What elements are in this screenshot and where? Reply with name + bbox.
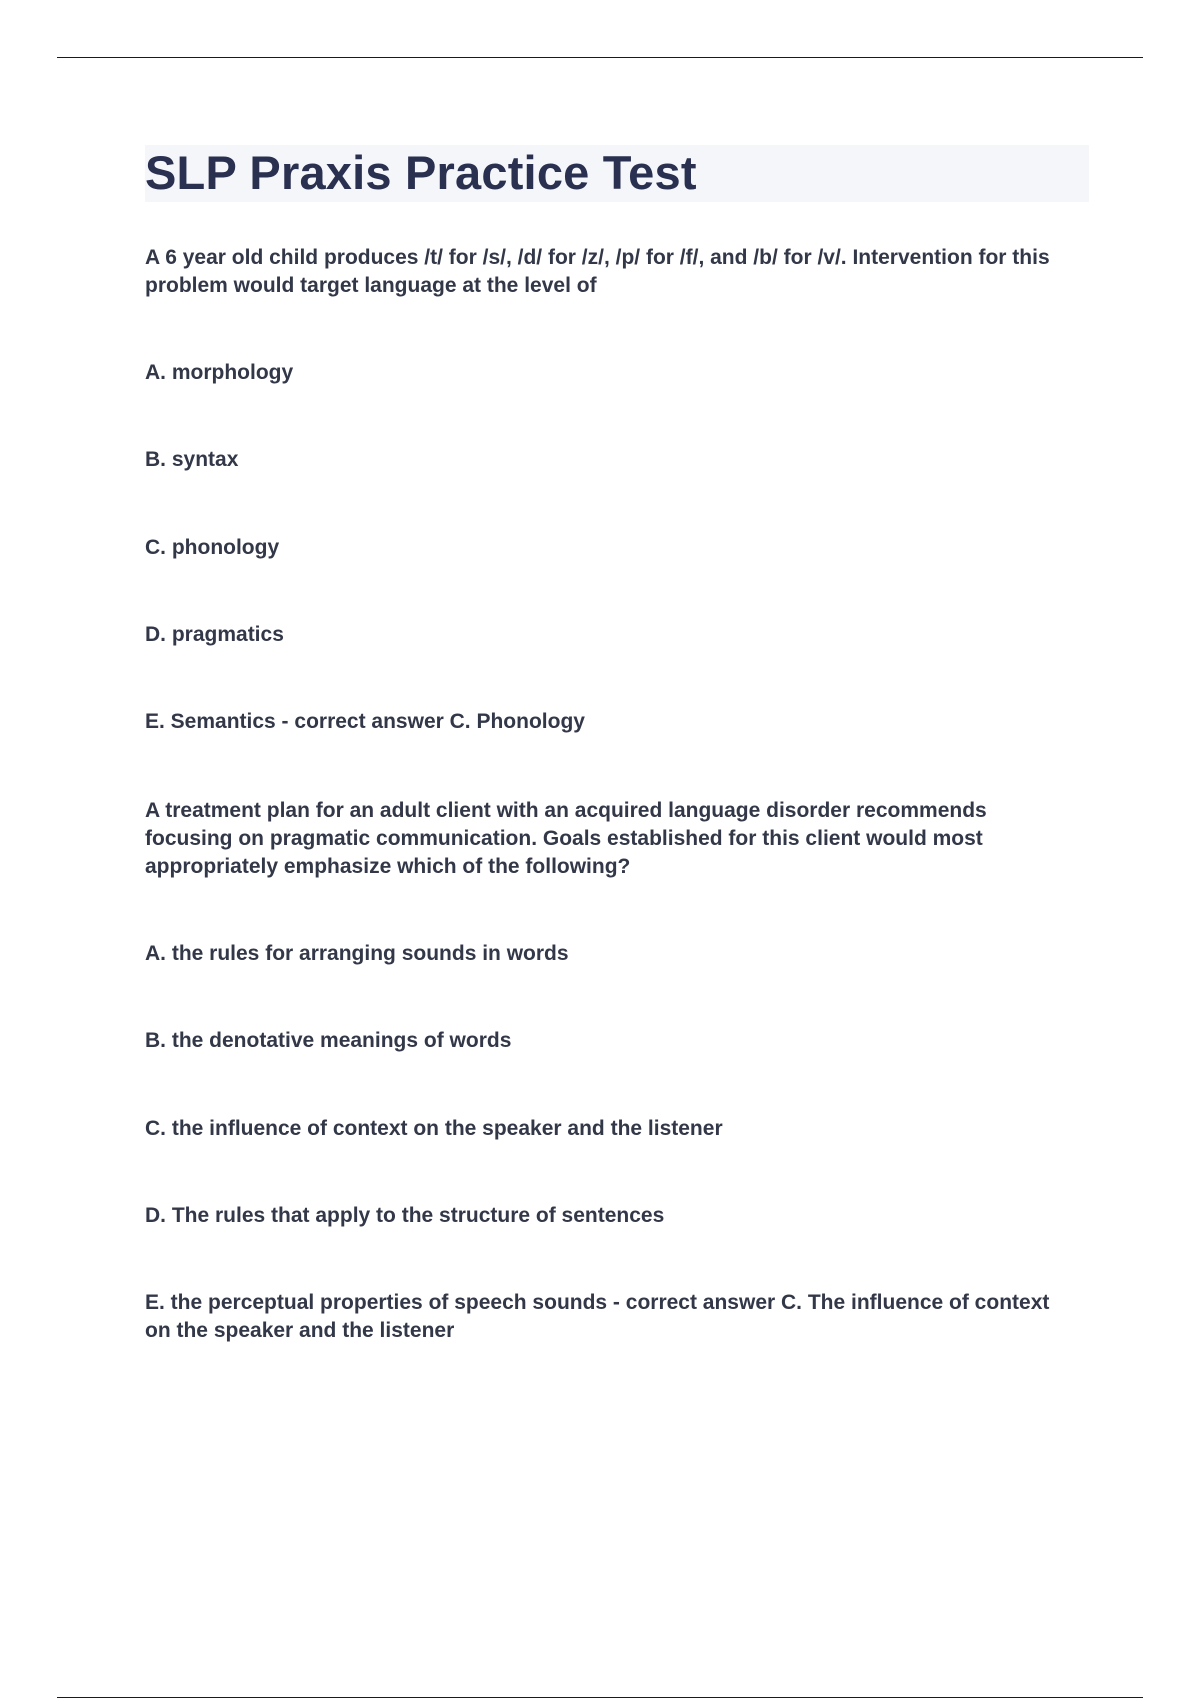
question-2-option-b: B. the denotative meanings of words xyxy=(145,1029,512,1052)
question-2-stem: A treatment plan for an adult client with an acquired language disorder recommends focusing on pragmatic communication. Goals established for this client would most appropriately emphasize which of the following? xyxy=(145,799,987,878)
question-2-option-a: A. the rules for arranging sounds in words xyxy=(145,942,569,965)
question-2-option-d: D. The rules that apply to the structure of sentences xyxy=(145,1204,665,1227)
question-1-option-a: A. morphology xyxy=(145,361,294,384)
question-1-option-c: C. phonology xyxy=(145,536,280,559)
top-rule xyxy=(57,57,1143,58)
question-1-stem: A 6 year old child produces /t/ for /s/, /d/ for /z/, /p/ for /f/, and /b/ for /v/. Intervention for this problem would target language at the level of xyxy=(145,246,1050,297)
question-2-option-c: C. the influence of context on the speaker and the listener xyxy=(145,1117,723,1140)
question-1-option-e-answer: E. Semantics - correct answer C. Phonology xyxy=(145,710,585,733)
page-title: SLP Praxis Practice Test xyxy=(145,146,697,199)
question-1-option-b: B. syntax xyxy=(145,448,239,471)
bottom-rule xyxy=(57,1697,1143,1698)
question-2-option-e-answer: E. the perceptual properties of speech sounds - correct answer C. The influence of context on the speaker and the listener xyxy=(145,1291,1050,1342)
question-1-option-d: D. pragmatics xyxy=(145,623,284,646)
